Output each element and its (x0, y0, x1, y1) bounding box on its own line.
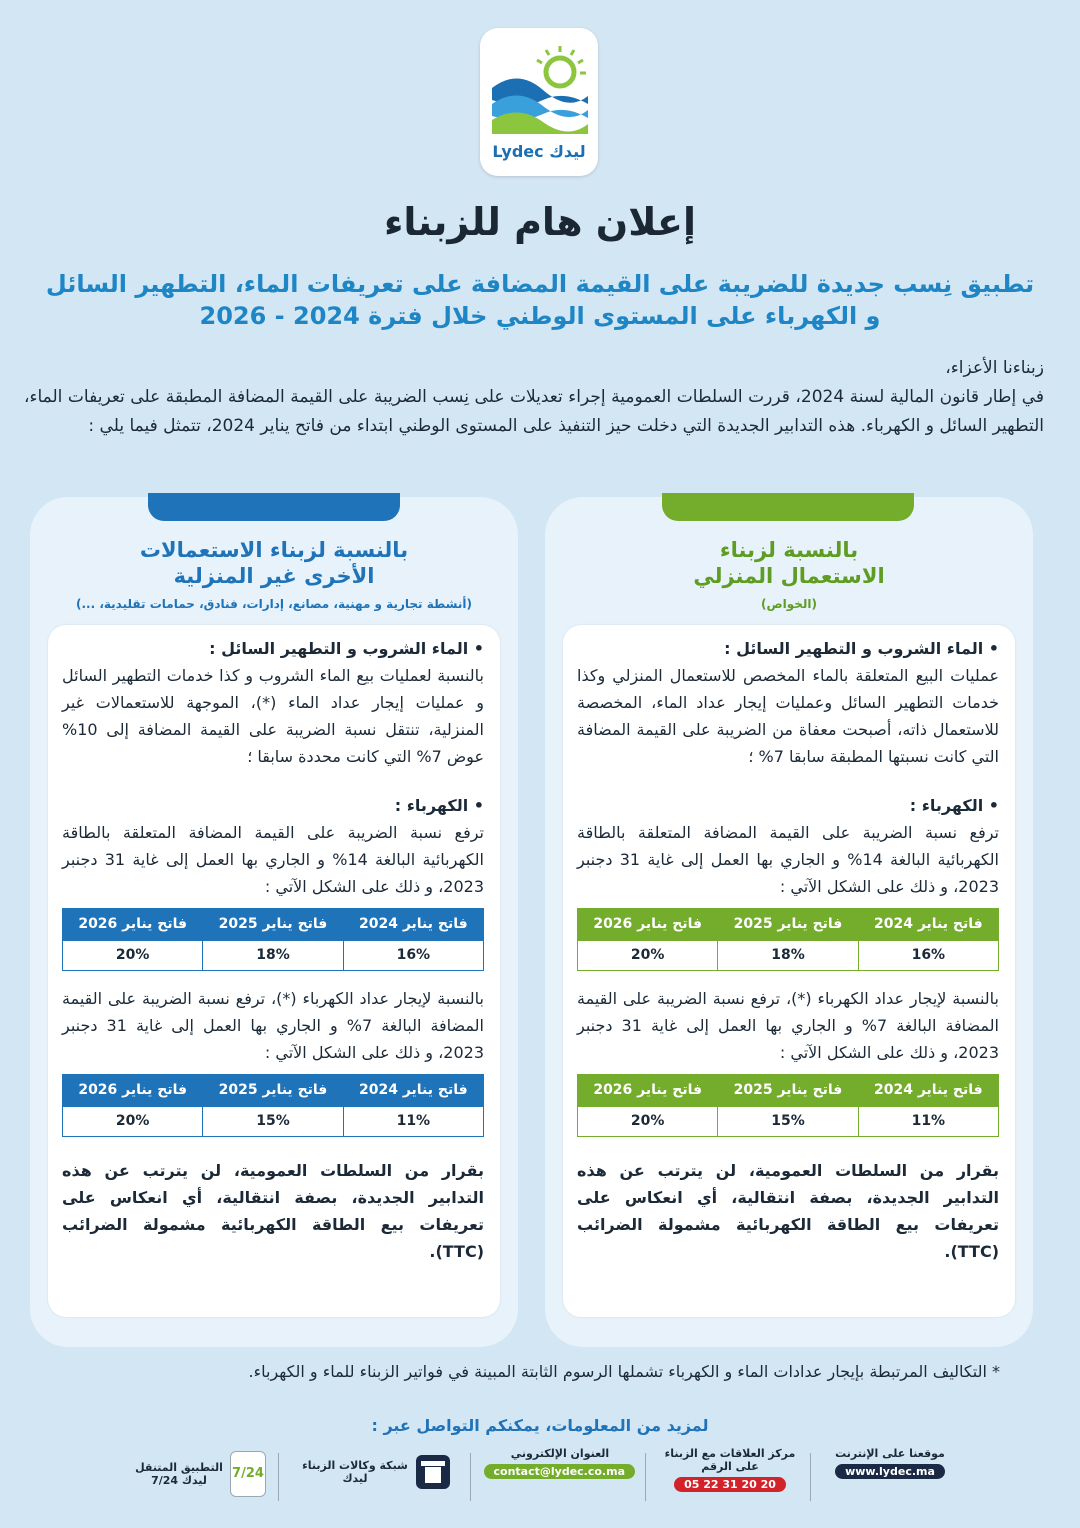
app-icon: 7/24 (230, 1451, 266, 1497)
footnote: * التكاليف المرتبطة بإيجار عدادات الماء و الكهرباء تشملها الرسوم الثابتة المبينة في فواتير الزبناء للماء و الكهرباء. (248, 1362, 1000, 1381)
table-cell: 20% (578, 941, 718, 971)
electricity-heading: • الكهرباء : (62, 792, 484, 819)
table-header: فاتح يناير 2024 (343, 909, 483, 941)
page-subtitle (40, 268, 1040, 332)
table-header: فاتح يناير 2024 (858, 1075, 998, 1107)
email-link[interactable]: contact@lydec.co.ma (484, 1464, 635, 1479)
contact-callcenter[interactable] (655, 1447, 805, 1507)
final-text: بقرار من السلطات العمومية، لن يترتب عن هذه التدابير الجديدة، بصفة انتقالية، أي انعكاس على تعريفات بيع الطاقة الكهربائية مشمولة الضرائب (TTC). (62, 1161, 484, 1261)
table-cell: 11% (343, 1107, 483, 1137)
table-cell: 18% (718, 941, 858, 971)
electricity-rates-table (577, 908, 999, 971)
panel-tab-green (662, 493, 914, 521)
panel-title (545, 537, 1033, 589)
page-title: إعلان هام للزبناء (383, 200, 697, 244)
subtitle-line-2: و الكهرباء على المستوى الوطني خلال فترة 2024 - 2026 (199, 302, 881, 330)
callcenter-number[interactable]: 05 22 31 20 20 (674, 1477, 786, 1492)
website-label: موقعنا على الإنترنت (835, 1447, 945, 1460)
final-text: بقرار من السلطات العمومية، لن يترتب عن هذه التدابير الجديدة، بصفة انتقالية، أي انعكاس على تعريفات بيع الطاقة الكهربائية مشمولة الضرائب (TTC). (577, 1161, 999, 1261)
panel-title-line-1: بالنسبة لزبناء الاستعمالات (139, 538, 409, 562)
logo-wordmark: Lydec ليدك (492, 142, 586, 161)
table-header: فاتح يناير 2026 (63, 1075, 203, 1107)
panel-non-domestic (30, 497, 518, 1347)
app-label: التطبيق المتنقل ليدك 7/24 (135, 1461, 223, 1487)
intro-text (24, 354, 1044, 441)
water-text: بالنسبة لعمليات بيع الماء الشروب و كذا خدمات التطهير السائل و عمليات إيجار عداد الماء (*)، الموجهة للاستعمالات غير المنزلية، تنتقل نسبة الضريبة على القيمة المضافة إلى 10% عوض 7% التي كانت محددة سابقا ؛ (62, 666, 484, 766)
water-heading: • الماء الشروب و التطهير السائل : (62, 635, 484, 662)
panel-domestic (545, 497, 1033, 1347)
meter-text: بالنسبة لإيجار عداد الكهرباء (*)، ترفع نسبة الضريبة على القيمة المضافة البالغة 7% و الجاري بها العمل إلى غاية 31 دجنبر 2023، و ذلك على الشكل الآتي : (62, 989, 484, 1062)
meter-rates-table (62, 1074, 484, 1137)
panel-tab-blue (148, 493, 400, 521)
electricity-heading: • الكهرباء : (577, 792, 999, 819)
contact-email[interactable] (485, 1447, 635, 1507)
table-header: فاتح يناير 2025 (203, 1075, 343, 1107)
panel-title (30, 537, 518, 589)
panel-content-card (48, 625, 500, 1317)
table-cell: 16% (858, 941, 998, 971)
table-cell: 20% (63, 941, 203, 971)
table-cell: 20% (578, 1107, 718, 1137)
electricity-text: ترفع نسبة الضريبة على القيمة المضافة المتعلقة بالطاقة الكهربائية البالغة 14% و الجاري بها العمل إلى غاية 31 دجنبر 2023، و ذلك على الشكل الآتي : (62, 823, 484, 896)
table-cell: 11% (858, 1107, 998, 1137)
subtitle-line-1: تطبيق نِسب جديدة للضريبة على القيمة المضافة على تعريفات الماء، التطهير السائل (45, 270, 1035, 298)
panel-title-line-2: الأخرى غير المنزلية (173, 564, 375, 588)
lydec-logo (480, 28, 598, 176)
table-cell: 16% (343, 941, 483, 971)
contact-title: لمزيد من المعلومات، يمكنكم التواصل عبر : (371, 1416, 709, 1435)
panel-title-line-1: بالنسبة لزبناء (719, 538, 859, 562)
table-header: فاتح يناير 2026 (578, 1075, 718, 1107)
panel-content (62, 635, 484, 1265)
contact-bar (130, 1447, 960, 1507)
table-cell: 20% (63, 1107, 203, 1137)
table-header: فاتح يناير 2025 (203, 909, 343, 941)
table-header: فاتح يناير 2024 (343, 1075, 483, 1107)
table-header: فاتح يناير 2026 (578, 909, 718, 941)
panel-content-card (563, 625, 1015, 1317)
website-link[interactable]: www.lydec.ma (835, 1464, 945, 1479)
contact-agencies[interactable] (290, 1447, 460, 1507)
panel-note: (الخواص) (760, 597, 817, 611)
table-header: فاتح يناير 2026 (63, 909, 203, 941)
contact-app[interactable] (130, 1447, 270, 1507)
intro-greeting: زبناءنا الأعزاء، (945, 358, 1044, 378)
email-label: العنوان الإلكتروني (510, 1447, 610, 1460)
callcenter-label: مركز العلاقات مع الزبناء على الرقم (664, 1447, 796, 1473)
panel-note: (أنشطة تجارية و مهنية، مصانع، إدارات، فنادق، حمامات تقليدية، ...) (76, 597, 472, 611)
logo-mark-icon (488, 38, 590, 138)
water-text: عمليات البيع المتعلقة بالماء المخصص للاستعمال المنزلي وكذا خدمات التطهير السائل وعمليات إيجار عداد الماء، المخصصة للاستعمال ذاته، أصبحت معفاة من الضريبة على القيمة المضافة التي كانت نسبتها المطبقة سابقا 7% ؛ (577, 666, 999, 766)
table-header: فاتح يناير 2024 (858, 909, 998, 941)
table-cell: 18% (203, 941, 343, 971)
table-cell: 15% (203, 1107, 343, 1137)
store-icon (416, 1455, 450, 1489)
panel-content (577, 635, 999, 1265)
meter-rates-table (577, 1074, 999, 1137)
contact-website[interactable] (820, 1447, 960, 1507)
intro-body: في إطار قانون المالية لسنة 2024، قررت السلطات العمومية إجراء تعديلات على نِسب الضريبة على القيمة المضافة المطبقة على تعريفات الماء، التطهير السائل و الكهرباء. هذه التدابير الجديدة التي دخلت حيز التنفيذ على المستوى الوطني ابتداء من فاتح يناير 2024، تتمثل فيما يلي : (24, 387, 1045, 436)
electricity-text: ترفع نسبة الضريبة على القيمة المضافة المتعلقة بالطاقة الكهربائية البالغة 14% و الجاري بها العمل إلى غاية 31 دجنبر 2023، و ذلك على الشكل الآتي : (577, 823, 999, 896)
panel-title-line-2: الاستعمال المنزلي (693, 564, 885, 588)
table-header: فاتح يناير 2025 (718, 1075, 858, 1107)
water-heading: • الماء الشروب و التطهير السائل : (577, 635, 999, 662)
table-cell: 15% (718, 1107, 858, 1137)
electricity-rates-table (62, 908, 484, 971)
meter-text: بالنسبة لإيجار عداد الكهرباء (*)، ترفع نسبة الضريبة على القيمة المضافة البالغة 7% و الجاري بها العمل إلى غاية 31 دجنبر 2023، و ذلك على الشكل الآتي : (577, 989, 999, 1062)
table-header: فاتح يناير 2025 (718, 909, 858, 941)
agencies-label: شبكة وكالات الزبناء ليدك (302, 1459, 408, 1485)
